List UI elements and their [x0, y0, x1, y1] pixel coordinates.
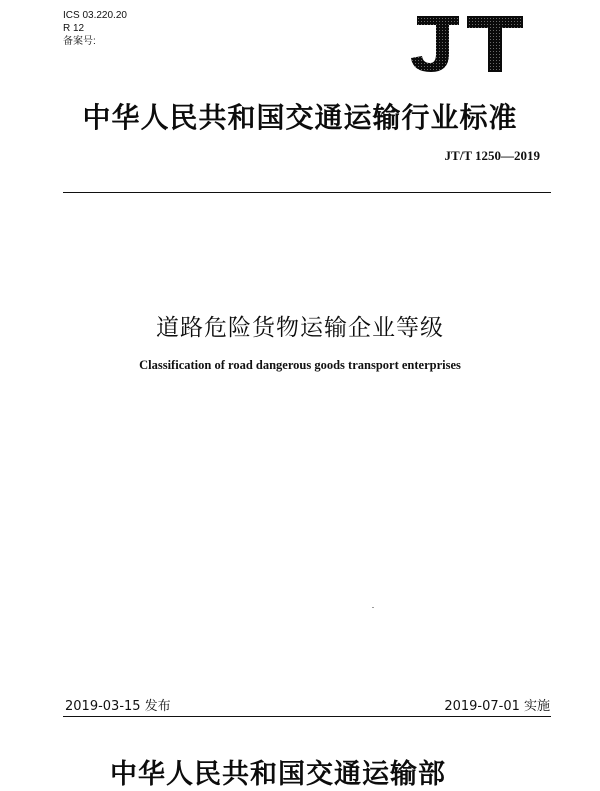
filing-number-label: 备案号: [63, 36, 96, 47]
ccs-code: R 12 [63, 23, 85, 34]
standard-number: JT/T 1250—2019 [444, 148, 540, 163]
issuing-authority: 中华人民共和国交通运输部 [110, 759, 446, 790]
implementation-date: 2019-07-01 实施 [444, 699, 550, 714]
logo-text: JT [405, 14, 406, 15]
issue-date: 2019-03-15 发布 [65, 699, 171, 714]
classification-codes [63, 9, 127, 48]
document-title-en: Classification of road dangerous goods transport enterprises [139, 358, 461, 372]
scan-speck [372, 607, 374, 608]
ics-code: ICS 03.220.20 [63, 10, 127, 21]
bottom-divider [63, 716, 551, 717]
top-divider [63, 192, 551, 193]
document-title-cn: 道路危险货物运输企业等级 [156, 315, 444, 341]
jt-logo [405, 14, 525, 74]
standard-category-title: 中华人民共和国交通运输行业标准 [82, 101, 518, 134]
